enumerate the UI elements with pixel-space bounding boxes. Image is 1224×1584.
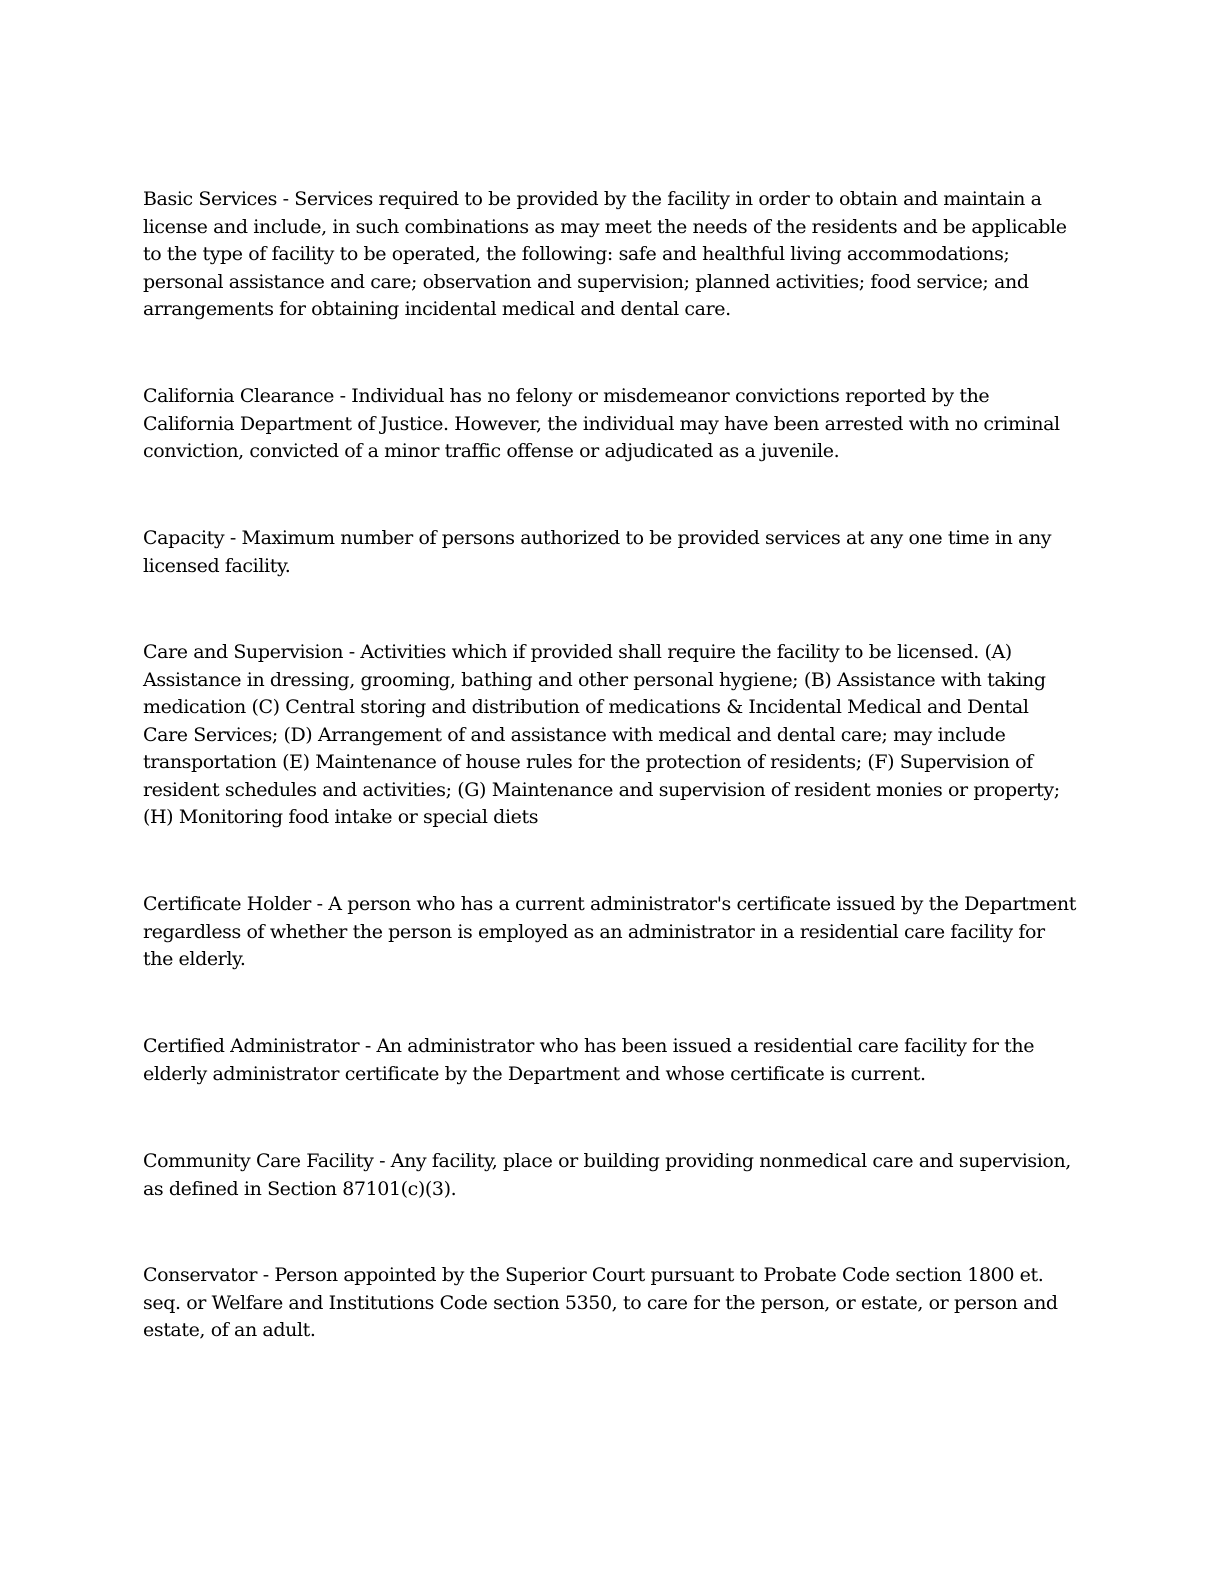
definition-certified-administrator: Certified Administrator - An administrator who has been issued a residential care facility for the elderly administrator certificate by the Department and whose certificate is current. <box>143 1035 1035 1085</box>
definition-basic-services: Basic Services - Services required to be provided by the facility in order to obtain and maintain a license and include, in such combinations as may meet the needs of the residents and be applicable to the type of facility to be operated, the following: safe and healthful living accommodations; personal assistance and care; observation and supervision; planned activities; food service; and arrangements for obtaining incidental medical and dental care. <box>143 188 1067 320</box>
definition-capacity: Capacity - Maximum number of persons authorized to be provided services at any one time in any licensed facility. <box>143 527 1052 577</box>
definition-community-care-facility: Community Care Facility - Any facility, place or building providing nonmedical care and supervision, as defined in Section 87101(c)(3). <box>143 1150 1071 1200</box>
definition-care-and-supervision: Care and Supervision - Activities which if provided shall require the facility to be licensed. (A) Assistance in dressing, grooming, bathing and other personal hygiene; (B) Assistance with taking medication (C) Central storing and distribution of medications & Incidental Medical and Dental Care Services; (D) Arrangement of and assistance with medical and dental care; may include transportation (E) Maintenance of house rules for the protection of residents; (F) Supervision of resident schedules and activities; (G) Maintenance and supervision of resident monies or property; (H) Monitoring food intake or special diets <box>143 641 1060 828</box>
definition-certificate-holder: Certificate Holder - A person who has a current administrator's certificate issued by the Department regardless of whether the person is employed as an administrator in a residential care facility for the elderly. <box>143 893 1076 970</box>
definition-california-clearance: California Clearance - Individual has no felony or misdemeanor convictions reported by the California Department of Justice. However, the individual may have been arrested with no criminal conviction, convicted of a minor traffic offense or adjudicated as a juvenile. <box>143 385 1060 462</box>
definition-conservator: Conservator - Person appointed by the Superior Court pursuant to Probate Code section 1800 et. seq. or Welfare and Institutions Code section 5350, to care for the person, or estate, or person and estate, of an adult. <box>143 1264 1058 1341</box>
